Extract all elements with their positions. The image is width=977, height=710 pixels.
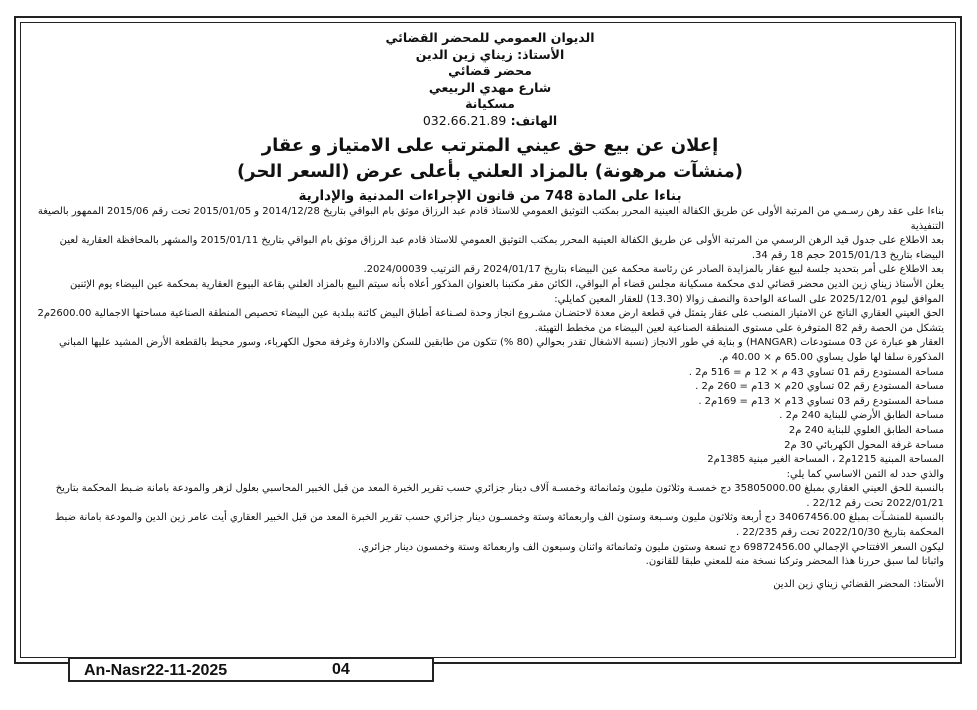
area-line: مساحة المستودع رقم 03 تساوي 13م × 13م = 169م2 .: [698, 395, 944, 407]
publication-footer: [68, 657, 434, 682]
phone-label: الهاتف:: [510, 112, 558, 128]
area-line: المساحة المبنية 1215م2 ، المساحة الغير مبنية 1385م2: [707, 454, 944, 466]
announcement-body: [36, 205, 944, 570]
area-line: مساحة الطابق الأرضي للبناية 240 م2 .: [779, 410, 944, 422]
opening-price: ليكون السعر الافتتاحي الإجمالي 69872456.00 دج تسعة وستون مليون وثمانمائة واثنان وسبعون الف واربعمائة وستة وخمسون دينار جزائري.: [358, 541, 944, 553]
page-number: 04: [332, 661, 350, 678]
legal-basis-subtitle: بناءا على المادة 748 من قانون الإجراءات المدنية والإدارية: [298, 188, 682, 204]
office-name: الديوان العمومي للمحضر القضائي: [385, 30, 595, 45]
body-paragraph: بعد الاطلاع على أمر بتحديد جلسة لبيع عقار بالمزايدة الصادر عن رئاسة محكمة عين البيضاء بتاريخ 2024/01/17 رقم الترتيب 2024/00039.: [363, 264, 944, 276]
body-paragraph: العقار هو عبارة عن 03 مستودعات (HANGAR) و بناية في طور الانجاز (نسبة الاشغال تقدر بحوالي (80 %) تتكون من طابقين للسكن والادارة وغرفة محول الكهرباء، وسور محيط بالقطعة الأرض المشيد عليها المباني المذكورة سلفا لها طول يساوي 65.00 م × 40.00 م.: [59, 337, 944, 363]
announcement-title-line-2: (منشآت مرهونة) بالمزاد العلني بأعلى عرض (السعر الحر): [237, 161, 743, 182]
street-address: شارع مهدي الربيعي: [428, 79, 552, 95]
body-paragraph: يعلن الأستاذ زيناي زين الدين محضر قضائي لدى محكمة مسكيانة مجلس قضاء أم البواقي، الكائن مقر مكتبنا بالعنوان المذكور أعلاه بأنه سيتم البيع بالمزاد العلني بقاعة البيوع العقارية بمحكمة عين البيضاء يوم الإثنين الموافق ليوم 2025/12/01 على الساعة الواحدة والنصف زوالا (13.30) للعقار المعين كمايلي:: [70, 278, 944, 305]
area-line: مساحة غرفة المحول الكهربائي 30 م2: [784, 439, 944, 451]
bailiff-name: الأستاذ: زيناي زين الدين: [415, 46, 565, 62]
announcement-title-line-1: إعلان عن بيع حق عيني المترتب على الامتياز و عقار: [261, 135, 719, 156]
bailiff-header: [36, 30, 944, 129]
price-paragraph: بالنسبة للحق العيني العقاري بمبلغ 35805000.00 دج خمسـة وثلاثون مليون وثمانمائة وخمسـة آلاف دينار جزائري حسب تقرير الخبرة المعد من قبل الخبير المحاسبي بعلول لزهر والمودعة بامانة ضـبط المحكمة بتاريخ 2022/01/21 تحت رقم 22/12 .: [55, 483, 944, 509]
phone-number: 032.66.21.89: [422, 112, 507, 128]
area-line: مساحة الطابق العلوي للبناية 240 م2: [788, 424, 944, 436]
bailiff-role: محضر قضائي: [448, 63, 532, 78]
announcement-content: [36, 30, 944, 650]
publication-date: An-Nasr22-11-2025: [84, 662, 228, 679]
phone-line: [36, 113, 944, 130]
body-paragraph: الحق العيني العقاري الناتج عن الامتياز المنصب على عقار يتمثل في قطعة ارض معدة لاحتضـان مشـروع انجاز وحدة لصـناعة أطباق البيض كائنة ببلدية عين البيضاء تحصيص المنطقة الصناعية مساحتها الاجمالية 2600.00م2 يتشكل من الحصة رقم 82 المتوفرة على مستوى المنطقة الصناعية لعين البيضاء من مخطط التهيئة.: [37, 308, 944, 334]
area-line: مساحة المستودع رقم 01 تساوي 43 م × 12 م = 516 م2 .: [688, 366, 944, 378]
area-line: مساحة المستودع رقم 02 تساوي 20م × 13م = 260 م2 .: [695, 381, 944, 393]
signature: الأستاذ: المحضر القضائي زيناي زين الدين: [773, 578, 944, 590]
city: مسكيانة: [465, 96, 515, 111]
price-paragraph: بالنسبة للمنشـآت بمبلغ 34067456.00 دج أربعة وثلاثون مليون وسـبعة وستون الف واربعمائة وستة وخمسـون دينار جزائري حسب تقرير الخبرة المعد من قبل الخبير العقاري أيت عامر زين الدين والمودعة بامانة ضبط المحكمة بتاريخ 2022/10/30 تحت رقم 22/235 .: [55, 512, 944, 539]
body-paragraph: بناءا على عقد رهن رسـمي من المرتبة الأولى عن طريق الكفالة العينية المحرر بمكتب التوثيق العمومي للاستاذ قادم عبد الرزاق موثق بام البواقي بتاريخ 2014/12/28 و 2015/01/05 تحت رقم 2015/06 الممهور بالصيغة التنفيذية: [37, 206, 944, 232]
price-intro: والذي حدد له الثمن الاساسي كما يلي:: [786, 468, 944, 480]
closing-statement: واثباتا لما سبق حررنا هذا المحضر وتركنا نسخة منه للمعني طبقا للقانون.: [645, 556, 944, 568]
body-paragraph: بعد الاطلاع على جدول قيد الرهن الرسمي من المرتبة الأولى عن طريق الكفالة العينية المحرر بمكتب التوثيق العمومي للاستاذ قادم عبد الرزاق موثق بام البواقي بتاريخ 2015/01/11 والمشهر بالمحافظة العقارية لعين البيضاء بتاريخ 2015/01/13 حجم 18 رقم 34.: [59, 235, 944, 261]
